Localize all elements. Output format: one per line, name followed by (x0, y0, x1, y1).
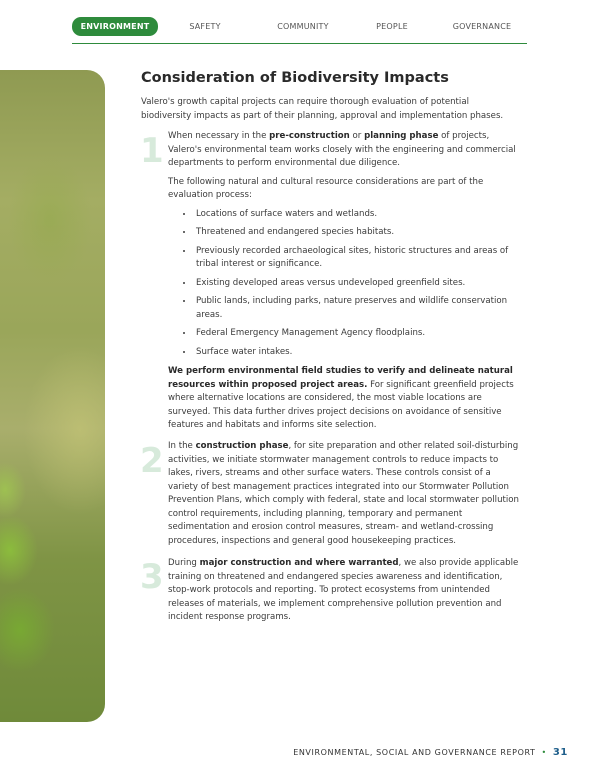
step-1-paragraph (168, 130, 520, 171)
intro-paragraph: Valero's growth capital projects can require thorough evaluation of potential biodiversity impacts as part of their planning, approval and implementation phases. (141, 97, 504, 121)
tab-community[interactable]: COMMUNITY (277, 22, 329, 31)
list-item: • Federal Emergency Management Agency floodplains. (194, 327, 520, 341)
field-studies-paragraph (168, 365, 520, 433)
bold-major-construction: major construction and where warranted (199, 558, 399, 568)
report-title: ENVIRONMENTAL, SOCIAL AND GOVERNANCE REPORT (293, 748, 536, 757)
tab-people[interactable]: PEOPLE (376, 22, 408, 31)
nav-divider (72, 43, 527, 44)
text: , for site preparation and other related soil-disturbing activities, we initiate stormwater management controls to reduce impacts to lakes, rivers, streams and other surface waters. These controls consist of a variety of best management practices integrated into our Stormwater Pollution Prevention Plans, which comply with federal, state and local stormwater pollution control requirements, including planning, temporary and permanent sedimentation and erosion control measures, stream- and wetland-crossing procedures, inspections and general good housekeeping practices. (168, 441, 519, 546)
list-item: • Public lands, including parks, nature preserves and wildlife conservation areas. (194, 295, 520, 322)
step-3-block (168, 557, 520, 630)
list-item: • Existing developed areas versus undeveloped greenfield sites. (194, 277, 520, 291)
step-2-paragraph (168, 440, 520, 548)
page-number: 31 (552, 747, 568, 758)
step-number-1: 1 (140, 131, 164, 171)
section-nav (72, 17, 527, 38)
page-footer (293, 747, 568, 758)
considerations-list (168, 208, 520, 360)
text: For significant greenfield projects where alternative locations are considered, the most viable locations are surveyed. This data further drives project decisions on avoidance of sensitive features and habitats and informs site selection. (168, 379, 514, 430)
bold-planning-phase: planning phase (364, 131, 439, 141)
list-item: • Threatened and endangered species habitats. (194, 226, 520, 240)
plant-photo (0, 70, 105, 722)
step-1-lead-in: The following natural and cultural resource considerations are part of the evaluation process: (168, 176, 484, 200)
list-item: • Locations of surface waters and wetlands. (194, 208, 520, 222)
text: When necessary in the (168, 131, 270, 141)
tab-safety[interactable]: SAFETY (189, 22, 221, 31)
step-number-2: 2 (140, 441, 164, 481)
step-number-3: 3 (140, 557, 164, 597)
tab-governance[interactable]: GOVERNANCE (452, 22, 512, 31)
step-1-block (168, 130, 520, 438)
text: , we also provide applicable training on threatened and endangered species awareness and identification, stop-work protocols and reporting. To protect ecosystems from unintended releases of materials, we implement comprehensive pollution prevention and incident response programs. (168, 558, 519, 622)
text: During (168, 558, 200, 568)
page-title: Consideration of Biodiversity Impacts (141, 70, 449, 86)
text: In the (168, 441, 196, 451)
text: or (349, 131, 365, 141)
list-item: • Surface water intakes. (194, 346, 520, 360)
bold-construction-phase: construction phase (195, 441, 289, 451)
bold-pre-construction: pre-construction (269, 131, 350, 141)
step-3-paragraph (168, 557, 520, 625)
footer-separator: • (541, 748, 547, 757)
step-2-block (168, 440, 520, 553)
text: of projects, Valero's environmental team works closely with the engineering and commercial departments to perform environmental due diligence. (168, 131, 516, 168)
bold-field-studies: We perform environmental field studies to verify and delineate natural resources within proposed project areas. (168, 366, 513, 390)
tab-environment[interactable]: ENVIRONMENT (72, 17, 158, 36)
list-item: • Previously recorded archaeological sites, historic structures and areas of tribal interest or significance. (194, 245, 520, 272)
